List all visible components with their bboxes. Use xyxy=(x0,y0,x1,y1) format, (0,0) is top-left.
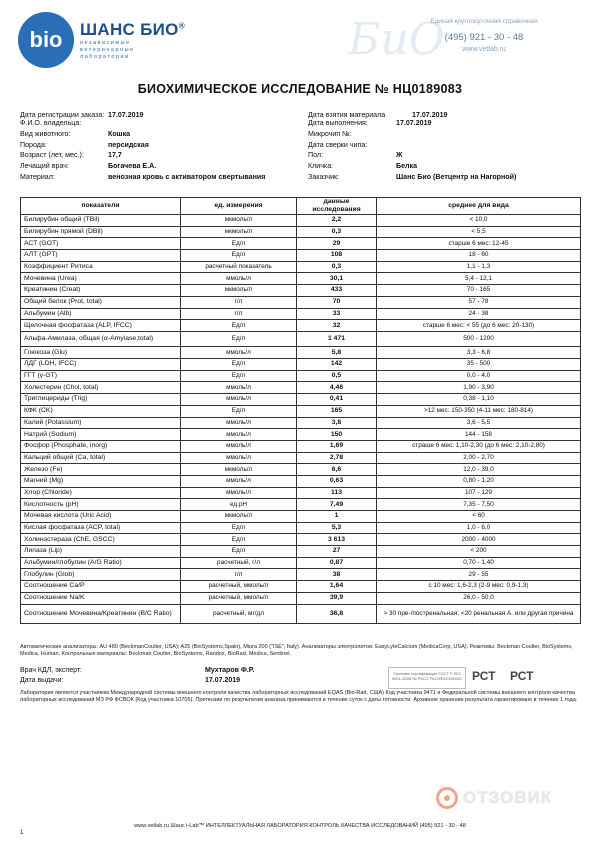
param-name-cell: Альбумин/глобулин (A/G Ratio) xyxy=(21,557,181,569)
result-value-cell: 5,8 xyxy=(297,347,377,359)
table-row xyxy=(21,534,581,546)
analyzers-note: Автоматические анализаторы: AU 480 (BeckmanCoulter, USA); A25 (BioSystems,Spain), Miura 200 ("ISE", Italy). Анализаторы электролитов: EasyLyteCalcium (MedicaCorp, USA). Реактивы: Beckman Coulter, BioSystems, Medica, Human. Контрольные материалы: Beckman Coulter, BioSystems, Randox, BioRad, Medica, Sentinel. xyxy=(20,644,573,658)
param-name-cell: Липаза (Lip) xyxy=(21,546,181,558)
info-row xyxy=(20,173,580,184)
signature-block xyxy=(20,667,580,691)
hotline-phone: (495) 921 - 30 - 48 xyxy=(444,32,524,43)
results-body xyxy=(21,215,581,624)
table-row xyxy=(21,499,581,511)
reg-date-label: Дата регистрации заказа: xyxy=(20,111,105,119)
unit-cell: г/л xyxy=(181,296,297,308)
unit-cell: расчетный показатель xyxy=(181,261,297,273)
done-date-label: Дата выполнения: xyxy=(308,119,368,127)
unit-cell: расчетный, ммоль/л xyxy=(181,581,297,593)
result-value-cell: 36,8 xyxy=(297,604,377,623)
param-name-cell: Соотношение Ca/P xyxy=(21,581,181,593)
result-value-cell: 0,87 xyxy=(297,557,377,569)
col-header-value: данные исследования xyxy=(297,198,377,215)
sign-row xyxy=(20,677,580,687)
result-value-cell: 0,5 xyxy=(297,370,377,382)
unit-cell: мкмоль/л xyxy=(181,226,297,238)
col-header-unit: ед. измерения xyxy=(181,198,297,215)
reference-range-cell: 107 - 129 xyxy=(377,487,581,499)
reference-range-cell: 500 - 1200 xyxy=(377,331,581,347)
registered-mark: ® xyxy=(178,21,185,31)
reference-range-cell: 3,6 - 5,5 xyxy=(377,417,581,429)
reference-range-cell: 57 - 78 xyxy=(377,296,581,308)
unit-cell: ммоль/л xyxy=(181,347,297,359)
table-row xyxy=(21,285,581,297)
table-row xyxy=(21,440,581,452)
watermark-text: ОТЗОВИК xyxy=(463,788,553,807)
reference-range-cell: 3,3 - 6,8 xyxy=(377,347,581,359)
unit-cell: мкмоль/л xyxy=(181,511,297,523)
param-name-cell: ГГТ (γ-GT) xyxy=(21,370,181,382)
table-row xyxy=(21,261,581,273)
info-row xyxy=(20,141,580,152)
chip-label: Микрочип №: xyxy=(308,129,352,138)
reference-range-cell: 144 - 158 xyxy=(377,429,581,441)
result-value-cell: 0,63 xyxy=(297,475,377,487)
lab-tagline: независимые ветеринарные лаборатории xyxy=(80,40,135,60)
age-label: Возраст (лет, мес.): xyxy=(20,151,84,160)
result-value-cell: 1,64 xyxy=(297,581,377,593)
page-footer: www.vetlab.ru Шанс i-Lab™ ИНТЕЛЛЕКТУАЛЬНАЯ ЛАБОРАТОРИЯ КОНТРОЛЬ КАЧЕСТВА ИССЛЕДОВАНИЙ (495) 921 - 30 - 48 xyxy=(134,823,466,829)
reference-range-cell: 1,1 - 1,3 xyxy=(377,261,581,273)
info-row xyxy=(20,130,580,141)
table-row xyxy=(21,464,581,476)
doctor-name: Мухтаров Ф.Р. xyxy=(205,667,255,674)
result-value-cell: 0,3 xyxy=(297,226,377,238)
sample-date-label: Дата взятия материала xyxy=(308,111,386,119)
unit-cell: ммоль/л xyxy=(181,440,297,452)
reference-range-cell: 2,00 - 2,70 xyxy=(377,452,581,464)
result-value-cell: 0,41 xyxy=(297,394,377,406)
col-header-reference: среднее для вида xyxy=(377,198,581,215)
param-name-cell: АЛТ (GPT) xyxy=(21,250,181,262)
reference-range-cell: 0,70 - 1,40 xyxy=(377,557,581,569)
param-name-cell: Соотношение Na/K xyxy=(21,592,181,604)
param-name-cell: Хлор (Chloride) xyxy=(21,487,181,499)
result-value-cell: 38 xyxy=(297,569,377,581)
reference-range-cell: с 10 мес: 1,6-2,3 (2-9 мес: 0,9-1,3) xyxy=(377,581,581,593)
info-row xyxy=(20,101,580,119)
done-date-value: 17.07.2019 xyxy=(396,119,432,127)
unit-cell: Ед/л xyxy=(181,331,297,347)
reg-date-value: 17.07.2019 xyxy=(108,111,144,119)
unit-cell: г/л xyxy=(181,569,297,581)
customer-value: Шанс Био (Ветцентр на Нагорной) xyxy=(396,172,517,181)
eye-icon xyxy=(436,787,458,809)
info-row xyxy=(20,151,580,162)
reference-range-cell: старше 6 мес: < 55 (до 6 мес: 20-130) xyxy=(377,320,581,332)
result-value-cell: 6,6 xyxy=(297,464,377,476)
result-value-cell: 7,49 xyxy=(297,499,377,511)
reference-range-cell: старше 6 мес: 12-45 xyxy=(377,238,581,250)
reference-range-cell: 1,90 - 3,90 xyxy=(377,382,581,394)
letterhead xyxy=(18,8,584,78)
sex-label: Пол: xyxy=(308,151,323,160)
unit-cell: мкмоль/л xyxy=(181,464,297,476)
reference-range-cell: 18 - 60 xyxy=(377,250,581,262)
nickname-label: Кличка: xyxy=(308,162,334,171)
table-row xyxy=(21,581,581,593)
table-row xyxy=(21,546,581,558)
reference-range-cell: < 10,0 xyxy=(377,215,581,227)
table-row xyxy=(21,331,581,347)
table-row xyxy=(21,308,581,320)
unit-cell: Ед/л xyxy=(181,320,297,332)
result-value-cell: 150 xyxy=(297,429,377,441)
result-value-cell: 5,3 xyxy=(297,522,377,534)
param-name-cell: Фосфор (Phosphate, inorg) xyxy=(21,440,181,452)
unit-cell: ммоль/л xyxy=(181,487,297,499)
result-value-cell: 39,9 xyxy=(297,592,377,604)
result-value-cell: 1,69 xyxy=(297,440,377,452)
nickname-value: Белка xyxy=(396,162,418,171)
param-name-cell: Кислотность (pH) xyxy=(21,499,181,511)
result-value-cell: 1 xyxy=(297,511,377,523)
reference-range-cell: 7,35 - 7,50 xyxy=(377,499,581,511)
table-row xyxy=(21,215,581,227)
param-name-cell: Общий белок (Prot, total) xyxy=(21,296,181,308)
age-value: 17,7 xyxy=(108,151,122,160)
chip-check-label: Дата сверки чипа: xyxy=(308,140,368,149)
contact-block xyxy=(336,8,584,74)
param-name-cell: Кальций общий (Ca, total) xyxy=(21,452,181,464)
website-link: www.vetlab.ru xyxy=(462,46,506,53)
table-row xyxy=(21,592,581,604)
reference-range-cell: < 200 xyxy=(377,546,581,558)
table-row xyxy=(21,569,581,581)
sex-value: Ж xyxy=(396,151,403,160)
animal-label: Вид животного: xyxy=(20,129,71,138)
param-name-cell: Магний (Mg) xyxy=(21,475,181,487)
result-value-cell: 4,46 xyxy=(297,382,377,394)
param-name-cell: Щелочная фосфатаза (ALP, IFCC) xyxy=(21,320,181,332)
param-name-cell: ЛДГ (LDH, IFCC) xyxy=(21,359,181,371)
table-row xyxy=(21,250,581,262)
lab-name xyxy=(80,20,185,40)
info-row xyxy=(20,162,580,173)
table-row xyxy=(21,382,581,394)
chip-check-value xyxy=(396,141,580,152)
reference-range-cell: 1,0 - 6,0 xyxy=(377,522,581,534)
param-name-cell: Альфа-Амилаза, общая (α-Amylase,total) xyxy=(21,331,181,347)
param-name-cell: Железо (Fe) xyxy=(21,464,181,476)
unit-cell: расчетный, г/л xyxy=(181,557,297,569)
page-number: 1 xyxy=(20,830,24,836)
breed-label: Порода: xyxy=(20,140,47,149)
param-name-cell: Соотношение Мочевина/Креатинин (B/C Ratio) xyxy=(21,604,181,623)
param-name-cell: Мочевая кислота (Uric Acid) xyxy=(21,511,181,523)
table-row xyxy=(21,487,581,499)
param-name-cell: Альбумин (Alb) xyxy=(21,308,181,320)
reference-range-cell: 29 - 55 xyxy=(377,569,581,581)
reference-range-cell: 26,0 - 50,0 xyxy=(377,592,581,604)
reference-range-cell: > 30 пре-/постренальная; <20 ренальная А. или другая причина xyxy=(377,604,581,623)
param-name-cell: Билирубин прямой (DBil) xyxy=(21,226,181,238)
unit-cell: ммоль/л xyxy=(181,382,297,394)
table-row xyxy=(21,417,581,429)
table-row xyxy=(21,429,581,441)
reference-range-cell: < 60 xyxy=(377,511,581,523)
unit-cell: Ед/л xyxy=(181,359,297,371)
unit-cell: ммоль/л xyxy=(181,452,297,464)
info-row xyxy=(20,119,580,130)
result-value-cell: 30,1 xyxy=(297,273,377,285)
rst-mark: РСТ xyxy=(472,669,496,683)
unit-cell: Ед/л xyxy=(181,534,297,546)
result-value-cell: 3,8 xyxy=(297,417,377,429)
results-table xyxy=(20,197,581,624)
result-value-cell: 33 xyxy=(297,308,377,320)
table-row xyxy=(21,273,581,285)
reference-range-cell: 2000 - 4000 xyxy=(377,534,581,546)
unit-cell: Ед/л xyxy=(181,405,297,417)
otzovik-watermark xyxy=(436,786,586,810)
result-value-cell: 142 xyxy=(297,359,377,371)
reference-range-cell: 12,0 - 39,0 xyxy=(377,464,581,476)
vet-label: Лечащий врач: xyxy=(20,162,69,171)
param-name-cell: Холестерин (Chol, total) xyxy=(21,382,181,394)
result-value-cell: 108 xyxy=(297,250,377,262)
lab-accreditation-note: Лаборатория является участником Международной системы внешнего контроля качества лабораторных исследований EQAS (Bio-Rad, США) Код участника 9471 и Федеральной системы внешнего контроля качества лабораторных исследований МЗ РФ ФСВОК (Код участника 10705). Претензии по результатам анализа принимаются в течение суток с даты готовности. Архивное хранение результата гарантировано в течение 1 года. xyxy=(20,690,578,704)
result-value-cell: 433 xyxy=(297,285,377,297)
table-row xyxy=(21,522,581,534)
reference-range-cell: 5,4 - 12,1 xyxy=(377,273,581,285)
table-row xyxy=(21,238,581,250)
unit-cell: мкмоль/л xyxy=(181,215,297,227)
owner-label: Ф.И.О. владельца: xyxy=(20,119,82,127)
unit-cell: Ед/л xyxy=(181,250,297,262)
rst-mark-secondary: РСТ xyxy=(510,669,534,683)
result-value-cell: 113 xyxy=(297,487,377,499)
breed-value: персидская xyxy=(108,140,149,149)
col-header-parameter: показатели xyxy=(21,198,181,215)
result-value-cell: 29 xyxy=(297,238,377,250)
param-name-cell: Кислая фосфатаза (ACP, total) xyxy=(21,522,181,534)
table-row xyxy=(21,511,581,523)
hotline-caption: Единая круглосуточная справочная xyxy=(430,18,538,25)
doctor-label: Врач КДЛ, эксперт: xyxy=(20,667,82,674)
result-value-cell: 0,3 xyxy=(297,261,377,273)
table-row xyxy=(21,359,581,371)
sign-row xyxy=(20,667,580,677)
sample-date-value: 17.07.2019 xyxy=(412,111,448,119)
lab-logo: bio xyxy=(18,12,74,68)
result-value-cell: 27 xyxy=(297,546,377,558)
lab-name-text: ШАНС БИО xyxy=(80,20,179,39)
param-name-cell: Коэффициент Ритиса xyxy=(21,261,181,273)
param-name-cell: Холинэстераза (ChE, GSCC) xyxy=(21,534,181,546)
reference-range-cell: 0,80 - 1,20 xyxy=(377,475,581,487)
param-name-cell: Глобулин (Glob) xyxy=(21,569,181,581)
param-name-cell: Глюкоза (Glu) xyxy=(21,347,181,359)
param-name-cell: Мочевина (Urea) xyxy=(21,273,181,285)
patient-info xyxy=(20,101,580,184)
param-name-cell: КФК (CK) xyxy=(21,405,181,417)
table-row xyxy=(21,394,581,406)
unit-cell: ммоль/л xyxy=(181,394,297,406)
certification-stamp: Система сертификации ГОСТ Р ISO 9001-2008 № РОСС RU.ИФ43.К00521 xyxy=(388,667,466,689)
reference-range-cell: страше 6 мес: 1,10-2,30 (до 6 мес: 2,10-2,80) xyxy=(377,440,581,452)
reference-range-cell: 0,38 - 1,10 xyxy=(377,394,581,406)
customer-label: Заказчик: xyxy=(308,172,340,181)
table-row xyxy=(21,226,581,238)
chip-value xyxy=(396,130,580,141)
unit-cell: мкмоль/л xyxy=(181,285,297,297)
param-name-cell: Билирубин общий (TBil) xyxy=(21,215,181,227)
owner-value xyxy=(108,119,308,130)
unit-cell: ммоль/л xyxy=(181,429,297,441)
result-value-cell: 2,2 xyxy=(297,215,377,227)
param-name-cell: Калий (Potassium) xyxy=(21,417,181,429)
result-value-cell: 1 471 xyxy=(297,331,377,347)
unit-cell: Ед/л xyxy=(181,370,297,382)
table-row xyxy=(21,320,581,332)
reference-range-cell: < 5,5 xyxy=(377,226,581,238)
unit-cell: Ед/л xyxy=(181,238,297,250)
issue-date-value: 17.07.2019 xyxy=(205,677,241,684)
unit-cell: ммоль/л xyxy=(181,475,297,487)
table-row xyxy=(21,452,581,464)
reference-range-cell: >12 мес: 150-350 (4-11 мес: 180-814) xyxy=(377,405,581,417)
unit-cell: ммоль/л xyxy=(181,273,297,285)
table-row xyxy=(21,475,581,487)
result-value-cell: 165 xyxy=(297,405,377,417)
param-name-cell: Триглицериды (Trig) xyxy=(21,394,181,406)
result-value-cell: 2,78 xyxy=(297,452,377,464)
unit-cell: г/л xyxy=(181,308,297,320)
animal-value: Кошка xyxy=(108,129,131,138)
material-value: венозная кровь с активатором свертывания xyxy=(108,172,266,181)
table-header-row xyxy=(21,198,581,215)
reference-range-cell: 70 - 165 xyxy=(377,285,581,297)
result-value-cell: 32 xyxy=(297,320,377,332)
table-row xyxy=(21,370,581,382)
reference-range-cell: 35 - 500 xyxy=(377,359,581,371)
table-row xyxy=(21,405,581,417)
unit-cell: Ед/л xyxy=(181,546,297,558)
vet-value: Богачева Е.А. xyxy=(108,162,157,171)
param-name-cell: Натрий (Sodium) xyxy=(21,429,181,441)
unit-cell: расчетный, мг/дл xyxy=(181,604,297,623)
material-label: Материал: xyxy=(20,172,55,181)
reference-range-cell: 0,0 - 4,0 xyxy=(377,370,581,382)
document-title: БИОХИМИЧЕСКОЕ ИССЛЕДОВАНИЕ № НЦ0189083 xyxy=(137,82,463,96)
unit-cell: расчетный, ммоль/л xyxy=(181,592,297,604)
issue-date-label: Дата выдачи: xyxy=(20,677,64,684)
param-name-cell: Креатинин (Creat) xyxy=(21,285,181,297)
result-value-cell: 70 xyxy=(297,296,377,308)
table-row xyxy=(21,604,581,623)
unit-cell: ммоль/л xyxy=(181,417,297,429)
table-row xyxy=(21,347,581,359)
unit-cell: Ед/л xyxy=(181,522,297,534)
unit-cell: ед.pH xyxy=(181,499,297,511)
result-value-cell: 3 613 xyxy=(297,534,377,546)
table-row xyxy=(21,557,581,569)
param-name-cell: АСТ (GOT) xyxy=(21,238,181,250)
table-row xyxy=(21,296,581,308)
bio-watermark: БиО xyxy=(348,14,445,65)
reference-range-cell: 24 - 38 xyxy=(377,308,581,320)
